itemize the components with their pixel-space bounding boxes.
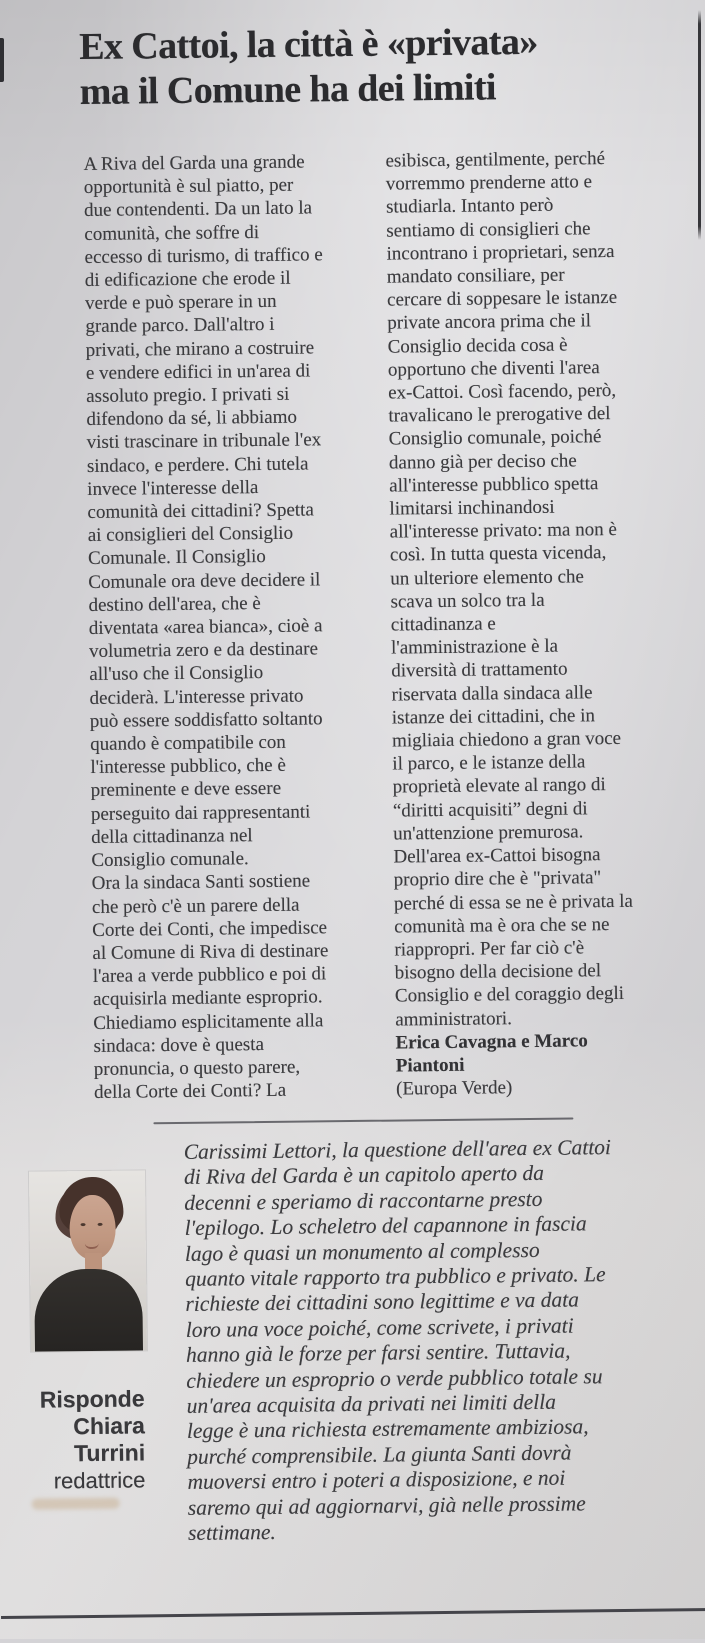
text-line: opportunità è sul piatto, per [83, 174, 294, 199]
text-line: quanto vitale rapporto tra pubblico e privato. Le [185, 1262, 606, 1291]
text-line: così. In tutta questa vicenda, [389, 542, 607, 567]
text-line: incontrano i proprietari, senza [386, 240, 615, 265]
text-line: comunità dei cittadini? Spetta [87, 499, 314, 524]
text-line: lago è quasi un monumento al complesso [184, 1237, 540, 1266]
signature-party: (Europa Verde) [395, 1077, 513, 1100]
photo-torso [34, 1268, 143, 1351]
text-line: legge è una richiesta estremamente ambiziosa, [186, 1414, 589, 1444]
text-line: all'interesse privato: ma non è [389, 519, 617, 543]
article-signature [395, 1028, 680, 1078]
text-line: migliaia chiedono a gran voce [391, 728, 622, 752]
text-line: sentiamo di consiglieri che [386, 217, 591, 242]
page-edge-mark [0, 38, 4, 82]
text-line: Dell'area ex-Cattoi bisogna [393, 844, 601, 868]
text-line: decenni e speriamo di raccontarne presto [184, 1186, 543, 1215]
byline-role: redattrice [53, 1467, 146, 1494]
text-line: pronuncia, o questo parere, [93, 1056, 301, 1080]
text-line: sindaco, e perdere. Chi tutela [86, 453, 309, 477]
text-line: due contendenti. Da un lato la [83, 197, 313, 222]
text-line: un'area acquisita da privati nei limiti della [186, 1389, 557, 1418]
text-line: all'uso che il Consiglio [89, 662, 264, 686]
text-line: istanze dei cittadini, che in [391, 705, 596, 729]
text-line: mandato consiliare, per [386, 264, 565, 288]
text-line: “diritti acquisiti” degni di [392, 798, 588, 822]
article-column-right [385, 146, 680, 1100]
text-line: visti trascinare in tribunale l'ex [86, 429, 322, 454]
text-line: private ancora prima che il [387, 310, 592, 334]
text-line: acquisirla mediante esproprio. [92, 986, 323, 1011]
text-line: Chiediamo esplicitamente alla [93, 1009, 324, 1034]
text-line: saremo qui ad aggiornarvi, già nelle prossime [187, 1491, 586, 1520]
headline-line-2: ma il Comune ha dei limiti [79, 66, 497, 114]
text-line: sindaca: dove è questa [93, 1033, 265, 1057]
text-line: grande parco. Dall'altro i [85, 314, 275, 338]
text-line: quando è compatibile con [90, 731, 286, 756]
text-line: riservata dalla sindaca alle [391, 681, 593, 706]
text-line: invece l'interesse della [87, 476, 259, 500]
text-line: deciderà. L'interesse privato [89, 685, 304, 709]
text-line: Consiglio e del coraggio degli [394, 983, 625, 1007]
text-line: un'attenzione premurosa. [393, 821, 584, 845]
text-line: hanno già le forze per farsi sentire. Tuttavia, [185, 1338, 571, 1368]
text-line: privati, che mirano a costruire [85, 337, 315, 361]
text-line: l'interesse pubblico, che è [90, 755, 286, 779]
text-line: preminente e deve essere [90, 778, 282, 802]
column-separator-line [698, 10, 701, 240]
byline-last-name: Turrini [73, 1439, 146, 1467]
text-line: all'interesse pubblico spetta [389, 473, 599, 497]
text-line: danno già per deciso che [388, 450, 577, 474]
text-line: di edificazione che erode il [84, 267, 291, 292]
byline-first-name: Chiara [73, 1412, 146, 1440]
text-line: opportuno che diventi l'area [387, 356, 600, 381]
text-line: può essere soddisfatto soltanto [89, 708, 323, 732]
text-line: Consiglio comunale, poiché [388, 426, 602, 450]
text-line: volumetria zero e da destinare [88, 638, 319, 663]
text-line: Comunale. Il Consiglio [87, 546, 266, 570]
text-line: il parco, e le istanze della [392, 751, 586, 775]
text-line: esibisca, gentilmente, perché [385, 148, 606, 172]
text-line: proprio dire che è "privata" [393, 867, 602, 891]
text-line: l'area a verde pubblico e poi di [92, 963, 327, 988]
ink-smudge [32, 1498, 120, 1510]
text-line: Piantoni [395, 1054, 465, 1077]
text-line: Consiglio decida cosa è [387, 334, 568, 358]
section-divider-line [153, 1118, 573, 1125]
text-line: verde e può sperare in un [85, 291, 277, 315]
text-line: proprietà elevate al rango di [392, 774, 606, 799]
bottom-rule-line [1, 1608, 705, 1619]
text-line: diventata «area bianca», cioè a [88, 615, 323, 640]
text-line: di Riva del Garda è un capitolo aperto da [183, 1161, 545, 1190]
text-line: eccesso di turismo, di traffico e [84, 244, 323, 268]
text-line: difendono da sé, li abbiamo [86, 406, 298, 431]
text-line: Erica Cavagna e Marco [395, 1030, 588, 1054]
text-line: assoluto pregio. I privati si [86, 383, 290, 408]
author-photo [29, 1170, 147, 1351]
text-line: Corte dei Conti, che impedisce [92, 916, 328, 941]
text-line: Carissimi Lettori, la questione dell'area ex Cattoi [183, 1135, 612, 1164]
text-line: riappropri. Per far ciò c'è [394, 937, 585, 961]
text-line: loro una voce poiché, come scrivete, i privati [185, 1313, 574, 1342]
text-line: l'amministrazione è la [390, 635, 559, 659]
text-line: amministratori. [395, 1007, 513, 1031]
responder-byline [36, 1385, 145, 1494]
text-line: Comunale ora deve decidere il [88, 569, 321, 593]
text-line: ai consiglieri del Consiglio [87, 522, 294, 547]
photo-eye-left [81, 1223, 86, 1226]
text-line: cittadinanza e [390, 613, 496, 636]
text-line: della cittadinanza nel [91, 825, 253, 848]
byline-label: Risponde [39, 1385, 145, 1413]
editor-response-text [184, 1134, 679, 1546]
text-line: della Corte dei Conti? La [93, 1079, 287, 1104]
text-line: Ora la sindaca Santi sostiene [91, 870, 311, 895]
article-column-left [83, 150, 376, 1104]
text-line: settimane. [187, 1520, 276, 1545]
text-line: chiedere un esproprio o verde pubblico totale su [186, 1363, 603, 1393]
text-line: richieste dei cittadini sono legittime e va data [185, 1287, 580, 1317]
photo-face [69, 1195, 116, 1260]
text-line: vorremmo prenderne atto e [385, 171, 593, 195]
text-line: comunità, che soffre di [84, 221, 260, 245]
article-headline [79, 20, 538, 115]
text-line: purché comprensibile. La giunta Santi dovrà [187, 1440, 572, 1469]
text-line: perseguito dai rappresentanti [90, 801, 311, 825]
text-line: l'epilogo. Lo scheletro del capannone in fascia [184, 1211, 587, 1241]
text-line: perché di essa se ne è privata la [393, 890, 634, 915]
headline-line-1: Ex Cattoi, la città è «privata» [78, 20, 538, 69]
text-line: che però c'è un parere della [91, 894, 300, 918]
text-line: A Riva del Garda una grande [83, 151, 305, 176]
photo-eye-right [98, 1223, 103, 1226]
text-line: scava un solco tra la [390, 589, 545, 613]
text-line: al Comune di Riva di destinare [92, 940, 329, 964]
text-line: limitarsi inchinandosi [389, 496, 555, 520]
text-line: cercare di soppesare le istanze [386, 287, 618, 311]
text-line: destino dell'area, che è [88, 592, 261, 616]
text-line: muoversi entro i poteri a disposizione, e noi [187, 1465, 566, 1495]
text-line: ex-Cattoi. Così facendo, però, [388, 380, 617, 404]
text-line: comunità ma è ora che se ne [394, 913, 610, 938]
text-line: Consiglio comunale. [91, 848, 249, 872]
text-line: un ulteriore elemento che [390, 566, 584, 590]
text-line: studiarla. Intanto però [385, 195, 554, 218]
text-line: bisogno della decisione del [394, 960, 602, 984]
article-column-right-body [385, 146, 679, 1031]
text-line: diversità di trattamento [391, 659, 568, 683]
text-line: e vendere edifici in un'area di [85, 360, 311, 384]
text-line: travalicano le prerogative del [388, 403, 611, 427]
